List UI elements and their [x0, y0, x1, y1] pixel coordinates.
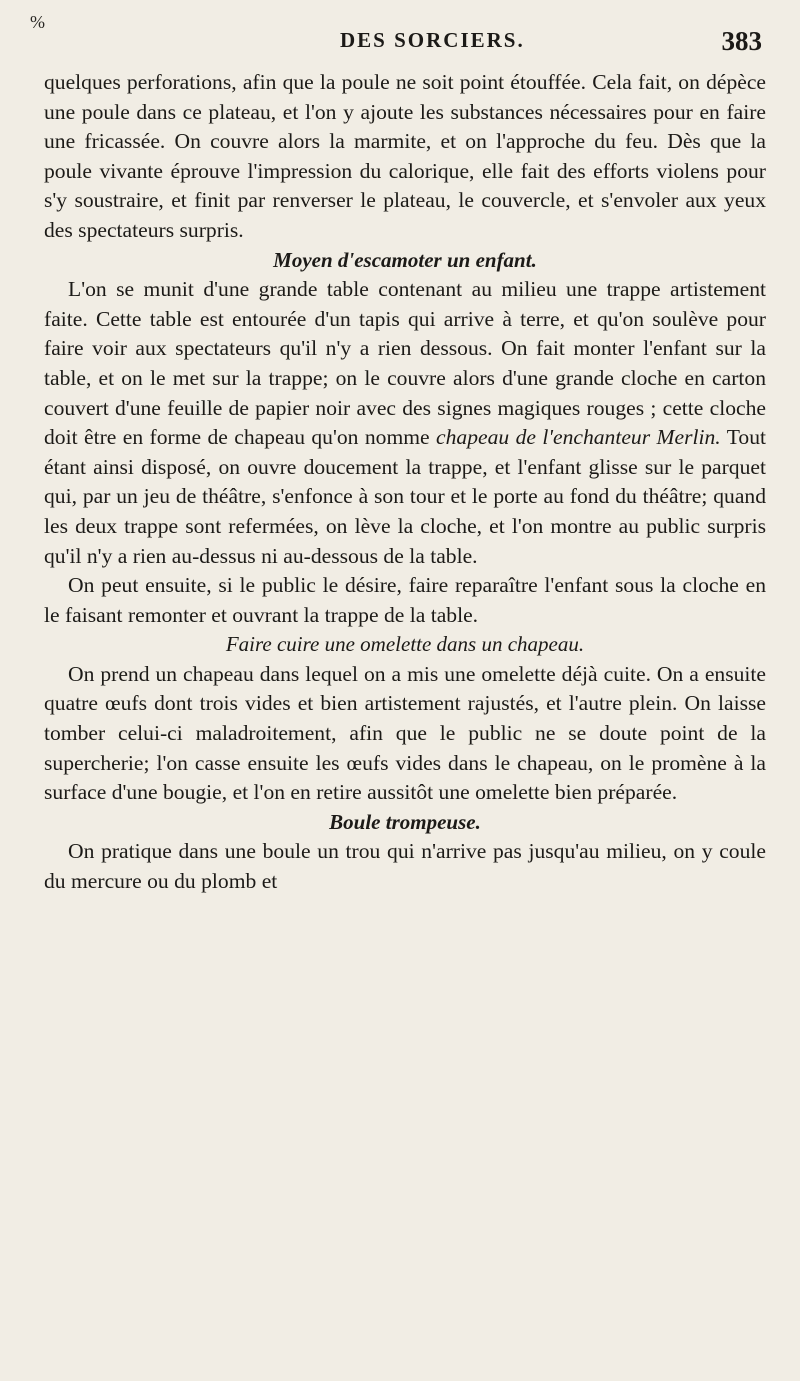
section-heading-text: Faire cuire une omelette dans un chapeau. [225, 632, 585, 657]
paragraph-boule: On pratique dans une boule un trou qui n'arrive pas jusqu'au milieu, on y coule du mercure ou du plomb et [44, 839, 766, 894]
paragraph-omelette: On prend un chapeau dans lequel on a mis une omelette déjà cuite. On a ensuite quatre œufs dont trois vides et bien artistement rajustés, et l'autre plein. On laisse tomber celui-ci maladroitement, afin que le public ne se doute point de la supercherie; l'on casse ensuite les œufs vides dans le chapeau, on le promène à la surface d'une bougie, et l'on en retire aussitôt une omelette bien préparée. [44, 661, 766, 805]
italic-phrase: chapeau de l'enchanteur Merlin. [436, 425, 721, 450]
section-heading-text: Boule trompeuse. [329, 809, 481, 834]
section-heading-text: Moyen d'escamoter un enfant. [273, 247, 537, 272]
paragraph-text: L'on se munit d'une grande table contenant au milieu une trappe artistement faite. Cette table est entourée d'un tapis qui arrive à terre, et qu'on soulève pour faire voir aux spectateurs qu'il n'y a rien dessous. On fait monter l'enfant sur la table, et on le met sur la trappe; on le couvre alors d'une grande cloche en carton couvert d'une feuille de papier noir avec des signes magiques rouges ; cette cloche doit être en forme de chapeau qu'on nomme [44, 277, 766, 450]
running-head [0, 22, 800, 58]
section-heading-escamoter [44, 246, 766, 276]
paragraph-continuation: quelques perforations, afin que la poule ne soit point étouffée. Cela fait, on dépèce une poule dans ce plateau, et l'on y ajoute les substances nécessaires pour en faire une fricassée. On couvre alors la marmite, et on l'approche du feu. Dès que la poule vivante éprouve l'impression du calorique, elle fait des efforts violens pour s'y soustraire, et finit par renverser le plateau, le couvercle, et s'envoler aux yeux des spectateurs surpris. [44, 70, 766, 242]
paragraph-trappe [44, 275, 766, 571]
running-title: DES SORCIERS. [340, 28, 525, 52]
section-heading-boule [44, 808, 766, 838]
paragraph-reparaitre: On peut ensuite, si le public le désire, faire reparaître l'enfant sous la cloche en le faisant remonter et ouvrant la trappe de la table. [44, 573, 766, 627]
margin-mark: % [30, 12, 45, 32]
section-heading-omelette [44, 630, 766, 660]
body-text [44, 68, 766, 897]
page-number: 383 [721, 26, 762, 56]
paragraph-text: Tout étant ainsi disposé, on ouvre doucement la trappe, et l'enfant glisse sur le parquet qui, par un jeu de théâtre, s'enfonce à son tour et le porte au fond du théâtre; quand les deux trappe sont refermées, on lève la cloche, et l'on montre au public surpris qu'il n'y a rien au-dessus ni au-dessous de la table. [44, 425, 766, 568]
